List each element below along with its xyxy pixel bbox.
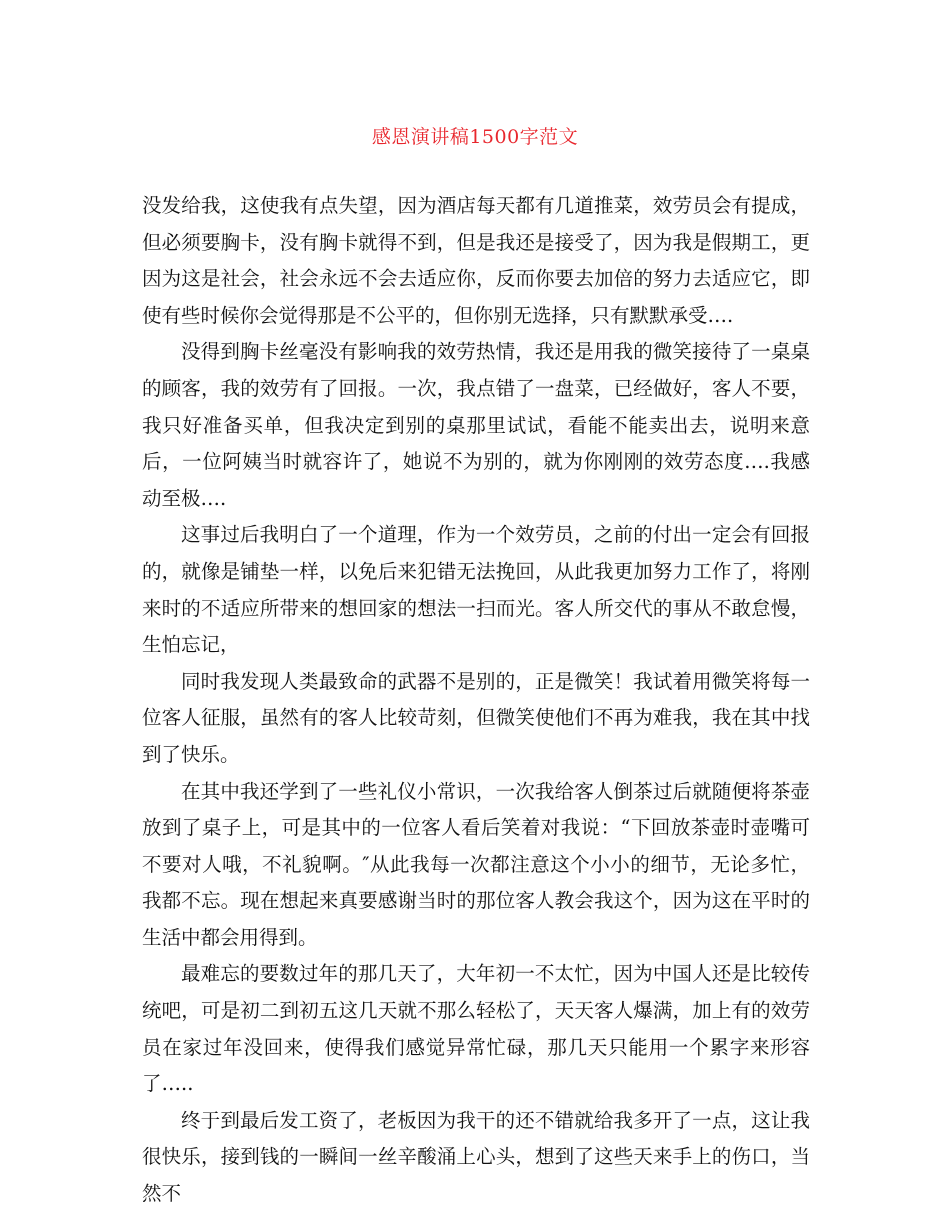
paragraph-5: 在其中我还学到了一些礼仪小常识，一次我给客人倒茶过后就随便将茶壶放到了桌子上，可是其中的一位客人看后笑着对我说：“下回放茶壶时壶嘴可不要对人哦，不礼貌啊。″从此我每一次都注意这个小小的细节，无论多忙，我都不忘。现在想起来真要感谢当时的那位客人教会我这个，因为这在平时的生活中都会用得到。: [142, 779, 810, 949]
paragraph-7: 终于到最后发工资了，老板因为我干的还不错就给我多开了一点，这让我很快乐，接到钱的一瞬间一丝辛酸涌上心头，想到了这些天来手上的伤口，当然不: [142, 1108, 810, 1206]
document-body: [142, 188, 810, 1213]
paragraph-3: 这事过后我明白了一个道理，作为一个效劳员，之前的付出一定会有回报的，就像是铺垫一样，以免后来犯错无法挽回，从此我更加努力工作了，将刚来时的不适应所带来的想回家的想法一扫而光。客人所交代的事从不敢怠慢，生怕忘记，: [142, 523, 810, 657]
paragraph-4: 同时我发现人类最致命的武器不是别的，正是微笑！我试着用微笑将每一位客人征服，虽然有的客人比较苛刻，但微笑使他们不再为难我，我在其中找到了快乐。: [142, 669, 810, 766]
paragraph-2: 没得到胸卡丝毫没有影响我的效劳热情，我还是用我的微笑接待了一桌桌的顾客，我的效劳有了回报。一次，我点错了一盘菜，已经做好，客人不要，我只好准备买单，但我决定到别的桌那里试试，看能不能卖出去，说明来意后，一位阿姨当时就容许了，她说不为别的，就为你刚刚的效劳态度….我感动至极….: [142, 340, 810, 510]
document-title: 感恩演讲稿1500字范文: [371, 126, 579, 148]
paragraph-6: 最难忘的要数过年的那几天了，大年初一不太忙，因为中国人还是比较传统吧，可是初二到初五这几天就不那么轻松了，天天客人爆满，加上有的效劳员在家过年没回来，使得我们感觉异常忙碌，那几天只能用一个累字来形容了…..: [142, 962, 810, 1096]
paragraph-1: 没发给我，这使我有点失望，因为酒店每天都有几道推菜，效劳员会有提成，但必须要胸卡，没有胸卡就得不到，但是我还是接受了，因为我是假期工，更因为这是社会，社会永远不会去适应你，反而你要去加倍的努力去适应它，即使有些时候你会觉得那是不公平的，但你别无选择，只有默默承受….: [142, 194, 810, 327]
